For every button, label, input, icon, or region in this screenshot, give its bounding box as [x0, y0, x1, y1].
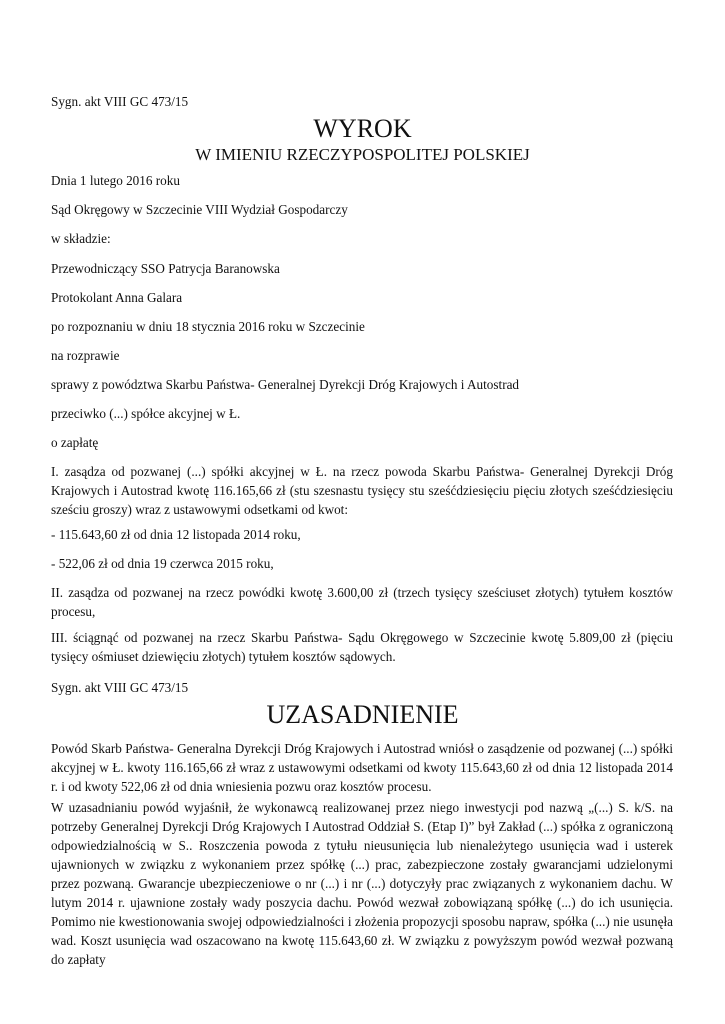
defendant: przeciwko (...) spółce akcyjnej w Ł. [51, 406, 241, 421]
case-signature: Sygn. akt VIII GC 473/15 [51, 94, 189, 109]
ruling-item-1: I. zasądza od pozwanej (...) spółki akcyjnej w Ł. na rzecz powoda Skarbu Państwa- Generalnej Dyrekcji Dróg Krajowych i Autostrad kwotę 116.165,66 zł (stu szesnastu tysięcy stu sześćdziesięciu pięciu złotych sześćdziesięciu sześciu groszy) wraz z ustawowymi odsetkami od kwot: [51, 464, 673, 517]
judgment-title: WYROK [313, 114, 412, 143]
case-subject: o zapłatę [51, 435, 99, 450]
interest-line-1: - 115.643,60 zł od dnia 12 listopada 2014 roku, [51, 527, 301, 542]
justification-title: UZASADNIENIE [266, 700, 459, 729]
justification-signature: Sygn. akt VIII GC 473/15 [51, 680, 189, 695]
court-name: Sąd Okręgowy w Szczecinie VIII Wydział Gospodarczy [51, 202, 348, 217]
presiding-judge: Przewodniczący SSO Patrycja Baranowska [51, 261, 280, 276]
court-clerk: Protokolant Anna Galara [51, 290, 183, 305]
justification-paragraph-1: Powód Skarb Państwa- Generalna Dyrekcji Dróg Krajowych i Autostrad wniósł o zasądzenie od pozwanej (...) spółki akcyjnej w Ł. kwoty 116.165,66 zł wraz z ustawowymi odsetkami od kwoty 115.643,60 zł od dnia 12 listopada 2014 r. i od kwoty 522,06 zł od dnia wniesienia pozwu oraz kosztów procesu. [51, 741, 673, 794]
hearing-info: po rozpoznaniu w dniu 18 stycznia 2016 roku w Szczecinie [51, 319, 365, 334]
on-trial: na rozprawie [51, 348, 120, 363]
ruling-item-2: II. zasądza od pozwanej na rzecz powódki kwotę 3.600,00 zł (trzech tysięcy sześciuset złotych) tytułem kosztów procesu, [51, 585, 673, 619]
ruling-item-3: III. ściągnąć od pozwanej na rzecz Skarbu Państwa- Sądu Okręgowego w Szczecinie kwotę 5.809,00 zł (pięciu tysięcy ośmiuset dziewięciu złotych) tytułem kosztów sądowych. [51, 630, 673, 664]
composition-label: w składzie: [51, 231, 111, 246]
judgment-subtitle: W IMIENIU RZECZYPOSPOLITEJ POLSKIEJ [195, 145, 530, 164]
justification-paragraph-2: W uzasadnianiu powód wyjaśnił, że wykonawcą realizowanej przez niego inwestycji pod nazwą „(...) S. k/S. na potrzeby Generalnej Dyrekcji Dróg Krajowych I Autostrad Oddział S. (Etap I)” był Zakład (...) spółka z ograniczoną odpowiedzialnością w S.. Roszczenia powoda z tytułu nieusunięcia lub nienależytego usunięcia wad i usterek ujawnionych w związku z wykonaniem przez spółkę (...) prac, zabezpieczone zostały gwarancjami udzielonymi przez pozwaną. Gwarancje ubezpieczeniowe o nr (...) i nr (...) dotyczyły prac związanych z wykonaniem dachu. W lutym 2014 r. ujawnione zostały wady poszycia dachu. Powód wezwał zobowiązaną spółkę (...) do ich usunięcia. Pomimo nie kwestionowania swojej odpowiedzialności i złożenia propozycji sposobu napraw, spółka (...) nie usunęła wad. Koszt usunięcia wad oszacowano na kwotę 115.643,60 zł. W związku z powyższym powód wezwał pozwaną do zapłaty [51, 800, 673, 967]
judgment-date: Dnia 1 lutego 2016 roku [51, 173, 180, 188]
interest-line-2: - 522,06 zł od dnia 19 czerwca 2015 roku, [51, 556, 274, 571]
case-description: sprawy z powództwa Skarbu Państwa- Generalnej Dyrekcji Dróg Krajowych i Autostrad [51, 377, 520, 392]
